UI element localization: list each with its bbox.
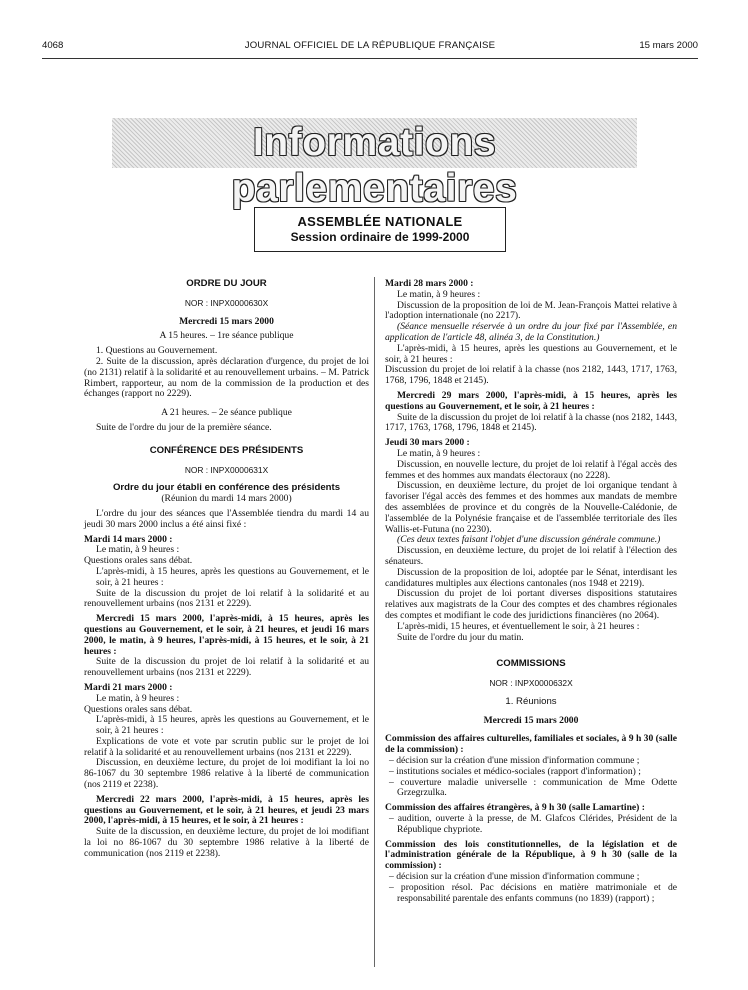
note: (Ces deux textes faisant l'objet d'une discussion générale commune.) [397,534,661,546]
reunion-date: (Réunion du mardi 14 mars 2000) [161,493,292,505]
paragraph: Discussion, en nouvelle lecture, du projet de loi relatif à l'égal accès des femmes et des hommes aux mandats électoraux (no 2228). [385,458,677,481]
conference-heading: CONFÉRENCE DES PRÉSIDENTS [149,444,304,456]
paragraph: Suite de l'ordre du jour du matin. [397,631,524,643]
list-item: – institutions sociales et médico-sociales (rapport d'information) ; [389,765,641,777]
agenda-item: Suite de l'ordre du jour de la première séance. [96,421,272,433]
paragraph: Suite de la discussion du projet de loi relatif à la chasse (nos 2182, 1443, 1717, 1763, 1768, 1796, 1848 et 2145). [385,411,677,434]
paragraph: Discussion, en deuxième lecture, du projet de loi relatif à l'élection des sénateurs. [385,545,677,567]
conference-subheading: Ordre du jour établi en conférence des présidents [112,482,341,494]
day-paragraph: Mercredi 22 mars 2000, l'après-midi, à 15 heures, après les questions au Gouvernement, et le soir, à 21 heures, et jeudi 23 mars 2000, l'après-midi, à 15 heures, et le soir, à 21 heures : [84,793,369,827]
day-paragraph: Mercredi 15 mars 2000, l'après-midi, à 15 heures, après les questions au Gouvernement, et le soir, à 21 heures, et jeudi 16 mars 2000, le matin, à 9 heures, l'après-midi, à 15 heures, et le soir, à 21 heures : [84,613,369,657]
day-paragraph: Mercredi 29 mars 2000, l'après-midi, à 15 heures, après les questions au Gouvernement, et le soir, à 21 heures : [385,389,677,412]
nor-reference: NOR : INPX0000631X [184,464,269,475]
assembly-box [254,207,506,252]
list-item: – proposition résol. Pac décisions en matière matrimoniale et de responsabilité parentale des enfants communs (no 1839) (rapport) ; [389,881,677,904]
nor-reference: NOR : INPX0000630X [184,297,269,308]
list-item: – couverture maladie universelle : communication de Mme Odette Grzegrzulka. [389,776,677,799]
paragraph: Questions orales sans débat. [84,555,193,567]
time-line: Le matin, à 9 heures : [96,692,180,704]
paragraph: Discussion, en deuxième lecture, du projet de loi modifiant la loi no 86-1067 du 30 septembre 1986 relative à la liberté de communication (nos 2119 et 2238). [84,757,369,791]
paragraph: Suite de la discussion du projet de loi relatif à la solidarité et au renouvellement urbains (nos 2131 et 2229). [84,587,369,610]
commissions-heading: COMMISSIONS [496,658,566,670]
commission-heading: Commission des affaires culturelles, familiales et sociales, à 9 h 30 (salle de la commission) : [385,733,677,756]
time-line: L'après-midi, à 15 heures, après les questions au Gouvernement, et le soir, à 21 heures : [385,342,677,365]
paragraph: Suite de la discussion du projet de loi relatif à la solidarité et au renouvellement urbains (nos 2131 et 2229). [84,656,369,679]
list-item: – décision sur la création d'une mission d'information commune ; [389,755,640,767]
running-header [42,40,698,56]
paragraph: L'ordre du jour des séances que l'Assemblée tiendra du mardi 14 au jeudi 30 mars 2000 inclus a été ainsi fixé : [84,507,369,530]
list-item: – décision sur la création d'une mission d'information commune ; [389,871,640,883]
time-line: Le matin, à 9 heures : [397,288,481,300]
day-heading: Mercredi 15 mars 2000 [179,315,274,327]
header-rule [42,58,698,59]
time-line: L'après-midi, 15 heures, et éventuellement le soir, à 21 heures : [397,620,640,632]
paragraph: Discussion de la proposition de loi, adoptée par le Sénat, interdisant les candidatures multiples aux élections cantonales (nos 1948 et 2219). [385,566,677,589]
journal-title: JOURNAL OFFICIEL DE LA RÉPUBLIQUE FRANÇAISE [244,40,496,51]
agenda-item: 1. Questions au Gouvernement. [96,345,218,357]
time-line: Le matin, à 9 heures : [397,447,481,459]
column-divider [374,277,375,967]
section-banner [112,118,637,210]
note: (Séance mensuelle réservée à un ordre du jour fixé par l'Assemblée, en application de l'article 48, alinéa 3, de la Constitution.) [385,321,677,343]
paragraph: Discussion, en deuxième lecture, du projet de loi organique tendant à favoriser l'égal accès des femmes et des hommes aux mandats de membre des assemblées de province et du congrès de la Nouvelle-Calédonie, de l'assemblée de la Polynésie française et de l'assemblée territoriale des îles Wallis-et-Futuna (no 2230). [385,480,677,535]
paragraph: Suite de la discussion, en deuxième lecture, du projet de loi modifiant la loi no 86-1067 du 30 septembre 1986 relative à la liberté de communication (nos 2119 et 2238). [84,826,369,859]
paragraph: Questions orales sans débat. [84,703,193,715]
day-heading: Mardi 14 mars 2000 : [84,533,173,545]
banner-title: Informations parlementaires [231,121,518,210]
day-heading: Jeudi 30 mars 2000 : [385,437,470,449]
reunions-heading: 1. Réunions [505,695,557,707]
time-line: Le matin, à 9 heures : [96,544,180,556]
left-column [84,279,369,860]
commission-heading: Commission des affaires étrangères, à 9 h 30 (salle Lamartine) : [385,802,645,814]
ordre-du-jour-heading: ORDRE DU JOUR [186,278,267,289]
nor-reference: NOR : INPX0000632X [489,678,573,689]
paragraph: Discussion du projet de loi relatif à la chasse (nos 2182, 1443, 1717, 1763, 1768, 1796, 1848 et 2145). [385,364,677,387]
paragraph: Explications de vote et vote par scrutin public sur le projet de loi relatif à la solidarité et au renouvellement urbains (nos 2131 et 2229). [84,735,369,758]
page-number: 4068 [42,40,64,51]
time-line: L'après-midi, à 15 heures, après les questions au Gouvernement, et le soir, à 21 heures : [96,714,369,737]
time-line: L'après-midi, à 15 heures, après les questions au Gouvernement, et le soir, à 21 heures : [96,565,369,588]
day-heading: Mardi 28 mars 2000 : [385,278,474,289]
seance-line: A 21 heures. – 2e séance publique [161,407,292,419]
issue-date: 15 mars 2000 [639,40,698,51]
commission-heading: Commission des lois constitutionnelles, de la législation et de l'administration générale de la République, à 9 h 30 (salle de la commission) : [385,838,677,872]
day-heading: Mercredi 15 mars 2000 [483,714,579,726]
paragraph: Discussion du projet de loi portant diverses dispositions statutaires relatives aux magistrats de la Cour des comptes et des chambres régionales des comptes et modifiant le code des juridictions financières (no 2064). [385,588,677,621]
session-title: Session ordinaire de 1999-2000 [290,230,470,244]
seance-line: A 15 heures. – 1re séance publique [159,330,294,342]
agenda-item: 2. Suite de la discussion, après déclaration d'urgence, du projet de loi (no 2131) relatif à la solidarité et au renouvellement urbains. – M. Patrick Rimbert, rapporteur, au nom de la commission de la production et des échanges (rapport no 2229). [84,355,369,400]
list-item: – audition, ouverte à la presse, de M. Glafcos Clérides, Président de la République chypriote. [389,813,677,835]
paragraph: Discussion de la proposition de loi de M. Jean-François Mattei relative à l'adoption internationale (no 2217). [385,299,677,322]
day-heading: Mardi 21 mars 2000 : [84,681,173,693]
right-column [385,279,677,904]
assembly-title: ASSEMBLÉE NATIONALE [297,214,463,229]
